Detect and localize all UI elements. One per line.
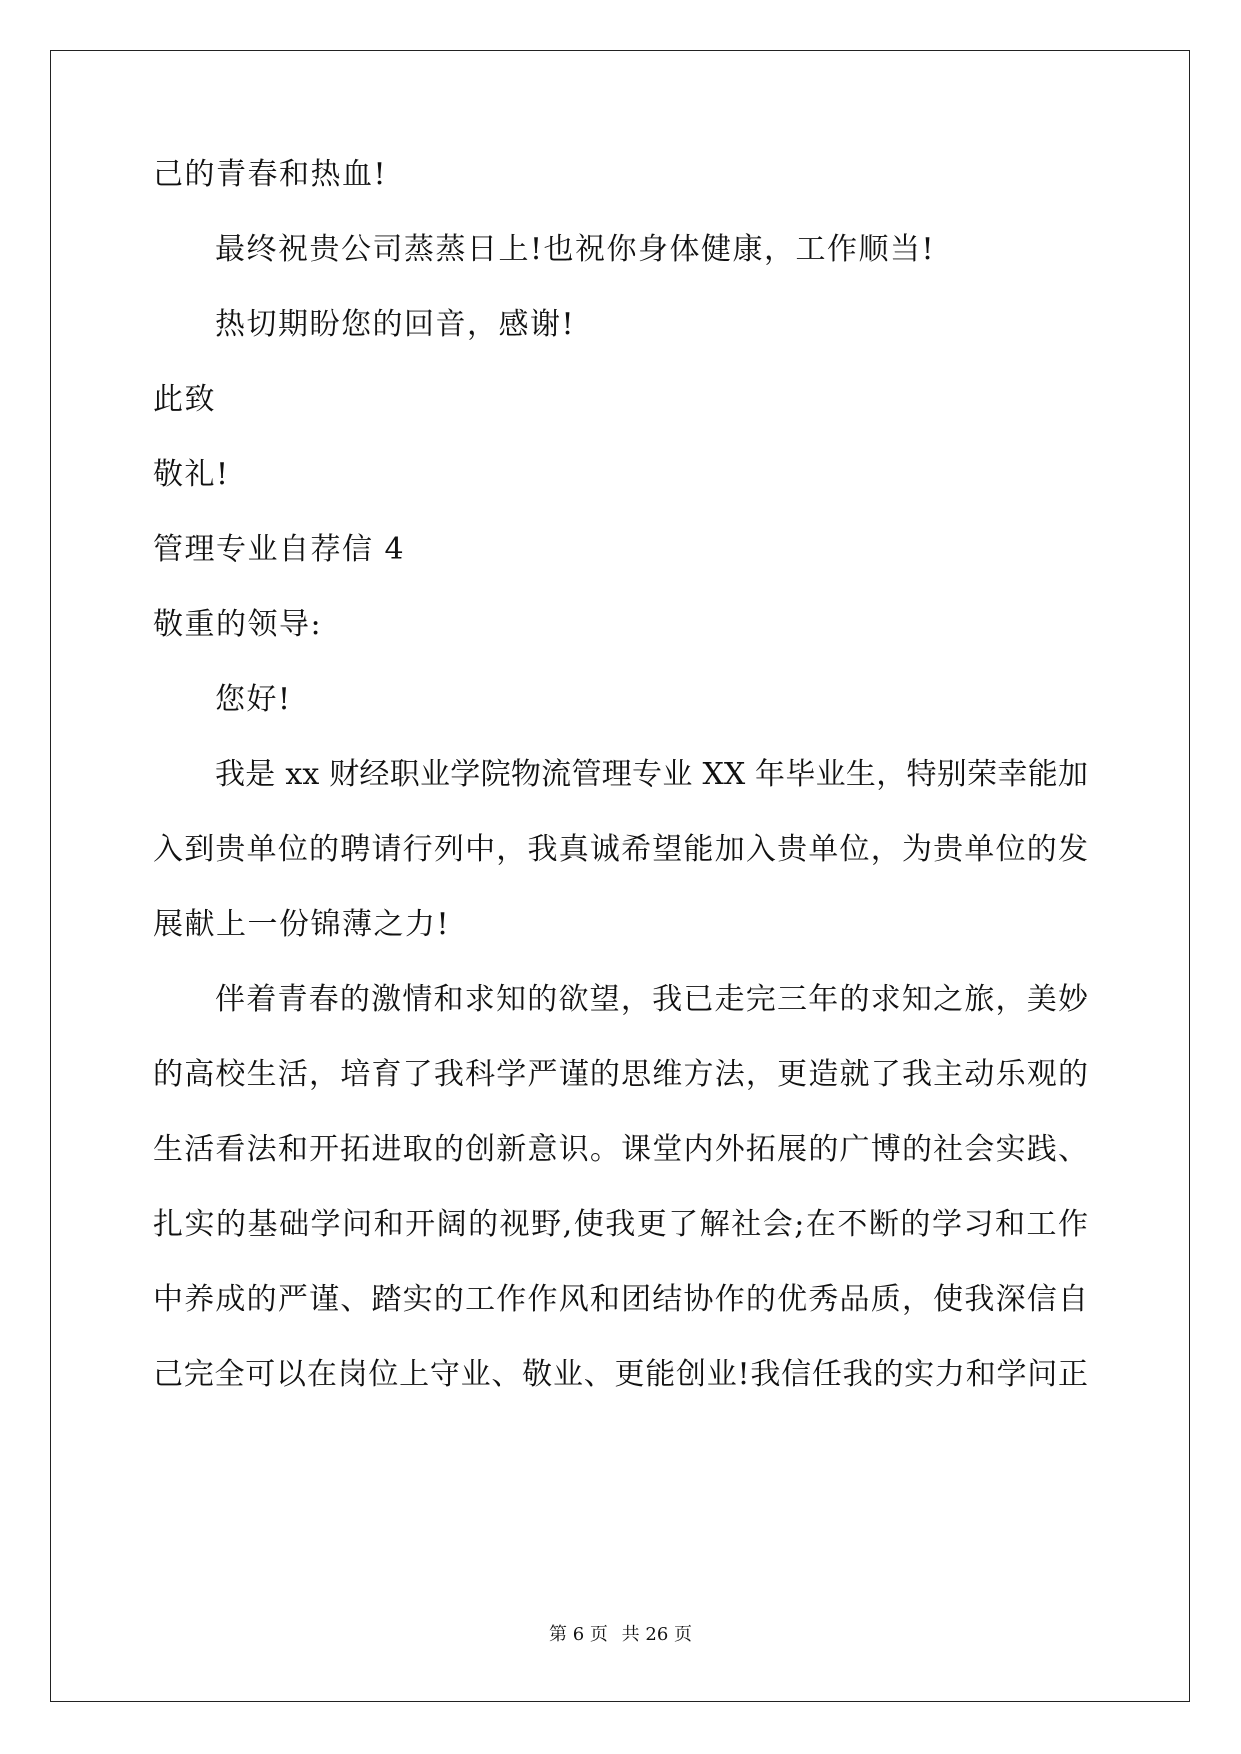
section-title: 管理专业自荐信 4: [153, 532, 406, 567]
page-total: 共 26 页: [621, 1624, 692, 1645]
text-line: 入到贵单位的聘请行列中，我真诚希望能加入贵单位，为贵单位的发: [153, 832, 1088, 867]
text-line: 您好!: [215, 682, 292, 717]
page-footer: [0, 1620, 1241, 1646]
text-line: 伴着青春的激情和求知的欲望，我已走完三年的求知之旅，美妙: [215, 982, 1088, 1017]
text-line: 的高校生活，培育了我科学严谨的思维方法，更造就了我主动乐观的: [153, 1057, 1088, 1092]
closing-salutation: 此致: [153, 382, 216, 417]
text-line: 己完全可以在岗位上守业、敬业、更能创业!我信任我的实力和学问正: [153, 1357, 1088, 1392]
closing-regards: 敬礼!: [153, 457, 230, 492]
text-line: 己的青春和热血!: [153, 157, 388, 192]
text-line: 最终祝贵公司蒸蒸日上!也祝你身体健康，工作顺当!: [215, 232, 936, 267]
text-line: 扎实的基础学问和开阔的视野,使我更了解社会;在不断的学习和工作: [153, 1207, 1088, 1242]
text-line: 中养成的严谨、踏实的工作作风和团结协作的优秀品质，使我深信自: [153, 1282, 1088, 1317]
letter-greeting: 敬重的领导:: [153, 607, 323, 642]
page-border: [50, 50, 1190, 1702]
page-number: 第 6 页: [549, 1624, 608, 1645]
text-line: 我是 xx 财经职业学院物流管理专业 XX 年毕业生，特别荣幸能加: [215, 757, 1088, 792]
text-line: 展献上一份锦薄之力!: [153, 907, 451, 942]
text-line: 生活看法和开拓进取的创新意识。课堂内外拓展的广博的社会实践、: [153, 1132, 1088, 1167]
text-line: 热切期盼您的回音，感谢!: [215, 307, 576, 342]
